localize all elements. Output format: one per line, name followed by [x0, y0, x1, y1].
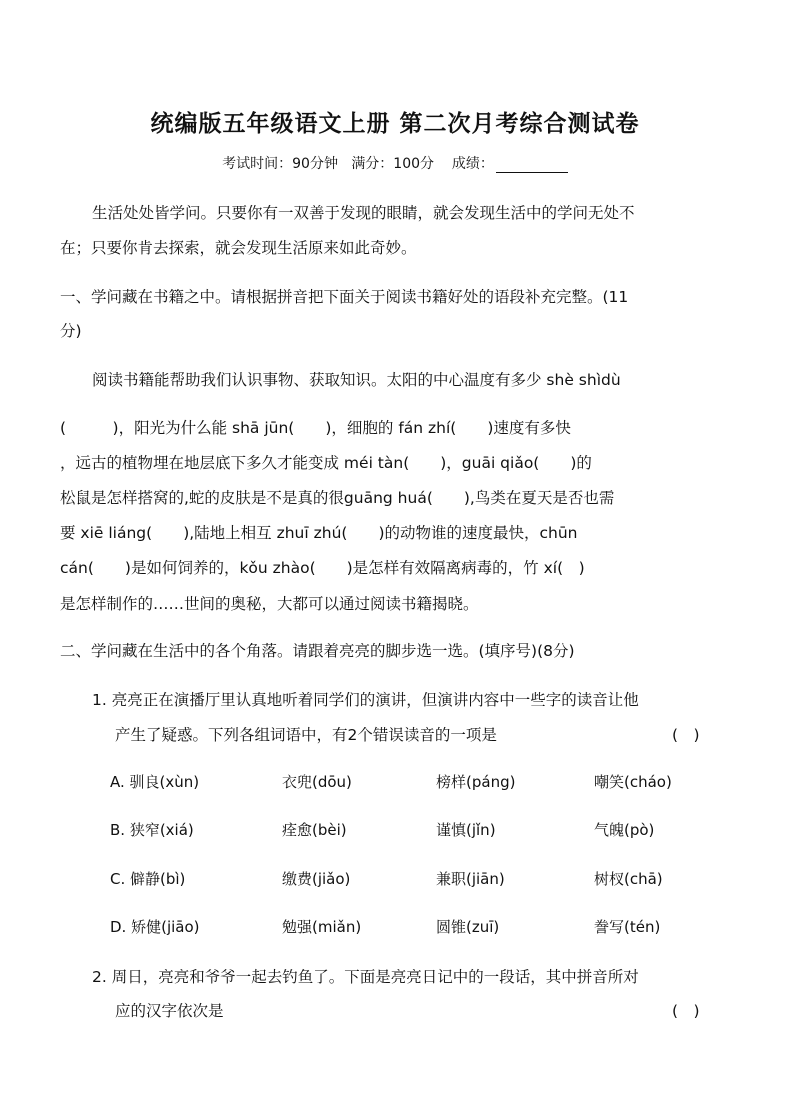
answer-paren[interactable]: ( ) [672, 1002, 700, 1020]
question-1-text: 产生了疑惑。下列各组词语中，有2个错误读音的一项是 [115, 726, 497, 744]
option-row-d [110, 916, 730, 938]
answer-paren[interactable]: ( ) [672, 726, 700, 744]
exam-meta [0, 153, 790, 173]
intro-line: 在；只要你肯去探索，就会发现生活原来如此奇妙。 [60, 239, 417, 257]
option-item: 嘲笑(cháo) [594, 773, 672, 791]
section1-heading: 分) [60, 322, 82, 340]
option-item: D. 矫健(jiāo) [110, 918, 200, 936]
option-item: C. 僻静(bì) [110, 870, 186, 888]
option-item: 树杈(chā) [594, 870, 663, 888]
grade-blank[interactable] [496, 158, 568, 173]
passage-line: ( )，阳光为什么能 shā jūn( )，细胞的 fán zhí( )速度有多快 [60, 419, 571, 437]
option-item: 誊写(tén) [594, 918, 661, 936]
question-2-text: 2. 周日，亮亮和爷爷一起去钓鱼了。下面是亮亮日记中的一段话，其中拼音所对 [92, 968, 639, 986]
option-item: B. 狭窄(xiá) [110, 821, 194, 839]
section1-heading: 一、学问藏在书籍之中。请根据拼音把下面关于阅读书籍好处的语段补充完整。(11 [60, 288, 629, 306]
page-title: 统编版五年级语文上册 第二次月考综合测试卷 [150, 110, 640, 137]
option-item: 勉强(miǎn) [282, 918, 362, 936]
option-item: 缴费(jiǎo) [282, 870, 351, 888]
intro-line: 生活处处皆学问。只要你有一双善于发现的眼睛，就会发现生活中的学问无处不 [92, 204, 635, 222]
passage-line: 要 xiē liáng( ),陆地上相互 zhuī zhú( )的动物谁的速度最快，chūn [60, 524, 578, 542]
option-item: 圆锥(zuī) [436, 918, 500, 936]
option-row-c [110, 868, 730, 890]
passage-line: ，远古的植物埋在地层底下多久才能变成 méi tàn( )，guāi qiǎo( )的 [60, 454, 592, 472]
option-item: 痊愈(bèi) [282, 821, 347, 839]
option-item: 气魄(pò) [594, 821, 655, 839]
passage-line: cán( )是如何饲养的，kǒu zhào( )是怎样有效隔离病毒的，竹 xí( ) [60, 559, 585, 577]
passage-line: 松鼠是怎样搭窝的,蛇的皮肤是不是真的很guāng huá( ),鸟类在夏天是否也需 [60, 489, 615, 507]
exam-full-score: 满分：100分 [351, 156, 435, 172]
option-item: 榜样(páng) [436, 773, 516, 791]
section2-heading: 二、学问藏在生活中的各个角落。请跟着亮亮的脚步选一选。(填序号)(8分) [60, 642, 575, 660]
exam-grade-label: 成绩： [451, 156, 494, 172]
option-item: A. 驯良(xùn) [110, 773, 200, 791]
question-1-text: 1. 亮亮正在演播厅里认真地听着同学们的演讲，但演讲内容中一些字的读音让他 [92, 691, 639, 709]
passage-line: 阅读书籍能帮助我们认识事物、获取知识。太阳的中心温度有多少 shè shìdù [92, 371, 621, 389]
option-row-a [110, 771, 730, 793]
option-row-b [110, 819, 730, 841]
exam-time: 考试时间：90分钟 [222, 156, 338, 172]
option-item: 衣兜(dōu) [282, 773, 352, 791]
option-item: 谨慎(jǐn) [436, 821, 496, 839]
option-item: 兼职(jiān) [436, 870, 505, 888]
question-2-text: 应的汉字依次是 [115, 1002, 224, 1020]
passage-line: 是怎样制作的……世间的奥秘，大都可以通过阅读书籍揭晓。 [60, 595, 479, 613]
